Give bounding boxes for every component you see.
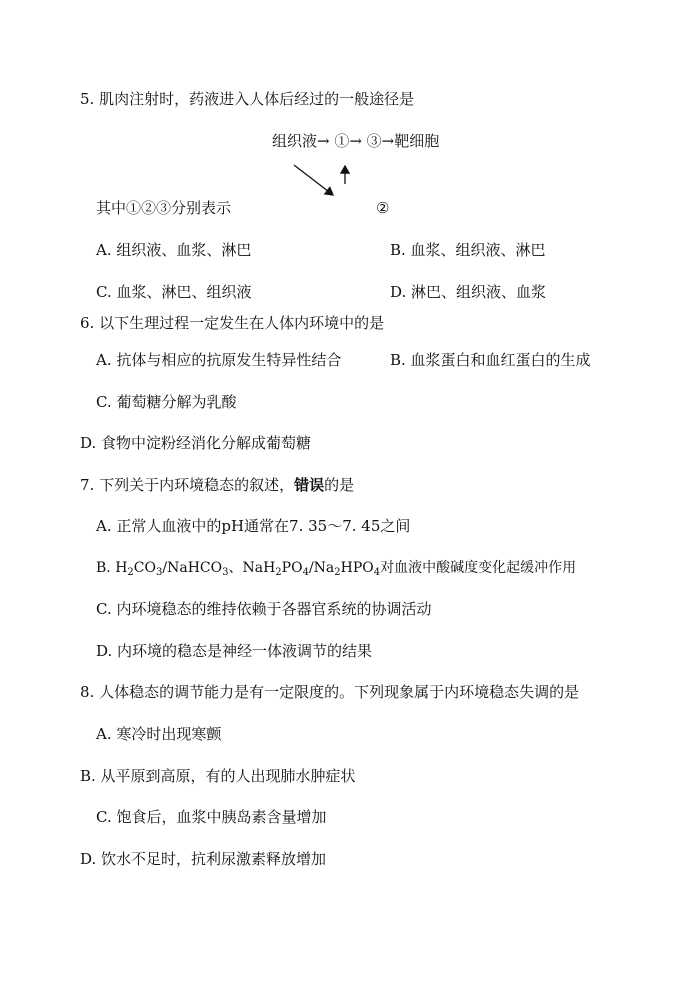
q7-b-f3-sub: 2: [275, 567, 282, 578]
q8-option-a: A. 寒冷时出现寒颤: [96, 725, 222, 743]
q7-b-f3: 、NaH: [228, 560, 276, 576]
q7-option-b: [96, 558, 576, 583]
q7-b-f4b-sub: 4: [373, 567, 381, 578]
q7-b-f4-sub: 2: [334, 567, 341, 578]
q7-b-f1b: CO: [133, 560, 156, 576]
q7-b-f2-sub: 3: [222, 567, 229, 578]
q7-option-c: C. 内环境稳态的维持依赖于各器官系统的协调活动: [96, 600, 432, 618]
q8-option-b: B. 从平原到高原，有的人出现肺水肿症状: [80, 767, 356, 785]
q7-stem: [80, 475, 354, 495]
q7-b-rest: 对血液中酸碱度变化起缓冲作用: [380, 560, 577, 576]
q7-b-prefix: B.: [96, 560, 116, 576]
q6-stem: 6. 以下生理过程一定发生在人体内环境中的是: [80, 314, 385, 332]
q5-option-b: B. 血浆、组织液、淋巴: [390, 241, 546, 259]
q7-b-f2: /NaHCO: [162, 560, 223, 576]
q6-option-c: C. 葡萄糖分解为乳酸: [96, 393, 237, 411]
q7-option-a: A. 正常人血液中的pH通常在7. 35～7. 45之间: [96, 517, 411, 535]
q7-stem-emphasis: 错误: [294, 476, 325, 494]
arrow-to-2: [294, 165, 333, 195]
q7-stem-pre: 7. 下列关于内环境稳态的叙述，: [80, 476, 295, 494]
q5-note: 其中①②③分别表示: [96, 199, 232, 217]
q5-option-a: A. 组织液、血浆、淋巴: [96, 241, 252, 259]
q7-option-d: D. 内环境的稳态是神经一体液调节的结果: [96, 642, 373, 660]
q7-b-f1b-sub: 3: [156, 567, 163, 578]
q7-b-f1: H: [115, 560, 128, 576]
q5-stem: 5. 肌肉注射时，药液进入人体后经过的一般途径是: [80, 90, 415, 108]
q5-option-c: C. 血浆、淋巴、组织液: [96, 283, 252, 301]
q6-option-b: B. 血浆蛋白和血红蛋白的生成: [390, 351, 591, 369]
q6-option-d: D. 食物中淀粉经消化分解成葡萄糖: [80, 434, 312, 452]
q5-diagram-top: 组织液→ ①→ ③→靶细胞: [272, 132, 440, 150]
q8-stem: 8. 人体稳态的调节能力是有一定限度的。下列现象属于内环境稳态失调的是: [80, 683, 580, 701]
q5-diagram-bottom: ②: [376, 199, 390, 217]
q7-b-f1-sub: 2: [127, 567, 134, 578]
q7-stem-post: 的是: [324, 476, 355, 494]
q7-b-f3b-sub: 4: [302, 567, 309, 578]
q8-option-c: C. 饱食后，血浆中胰岛素含量增加: [96, 808, 327, 826]
q7-b-f4b: HPO: [340, 560, 374, 576]
q7-b-f4: /Na: [308, 560, 335, 576]
q6-option-a: A. 抗体与相应的抗原发生特异性结合: [96, 351, 342, 369]
q7-b-f3b: PO: [281, 560, 303, 576]
q8-option-d: D. 饮水不足时，抗利尿激素释放增加: [80, 850, 327, 868]
q5-option-d: D. 淋巴、组织液、血浆: [390, 283, 547, 301]
